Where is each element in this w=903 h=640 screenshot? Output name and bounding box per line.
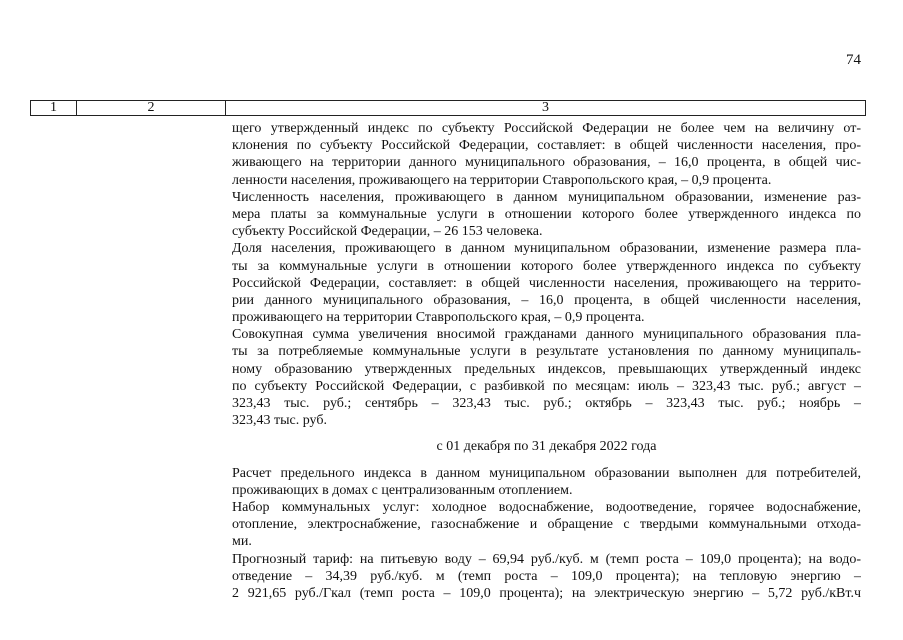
text-line: Набор коммунальных услуг: холодное водоснабжение, водоотведение, горячее водоснабжение,: [232, 499, 861, 515]
text-line: отопление, электроснабжение, газоснабжение и обращение с твердыми коммунальными отхода-: [232, 517, 861, 533]
text-line: Расчет предельного индекса в данном муниципальном образовании выполнен для потребителей,: [232, 465, 861, 481]
text-line: клонения по субъекту Российской Федерации, составляет: в общей численности населения, про-: [232, 138, 861, 154]
paragraph: [232, 120, 861, 189]
column-header-2: 2: [76, 100, 226, 116]
section-heading: [232, 438, 861, 455]
text-line: проживающих в домах с централизованным отоплением.: [232, 482, 573, 498]
text-line: 2 921,65 руб./Гкал (темп роста – 109,0 процента); на электрическую энергию – 5,72 руб./кВт.ч: [232, 585, 861, 601]
text-line: Прогнозный тариф: на питьевую воду – 69,94 руб./куб. м (темп роста – 109,0 процента); на водо-: [232, 551, 861, 567]
text-line: Доля населения, проживающего в данном муниципальном образовании, изменение размера пла-: [232, 241, 861, 257]
text-line: щего утвержденный индекс по субъекту Российской Федерации не более чем на величину от-: [232, 121, 861, 136]
text-line: ленности населения, проживающего на территории Ставропольского края, – 0,9 процента.: [232, 172, 772, 188]
paragraph: [232, 189, 861, 241]
heading-line: с 01 декабря по 31 декабря 2022 года: [436, 439, 657, 455]
text-line: живающего на территории данного муниципального образования, – 16,0 процента, в общей чис-: [232, 155, 861, 171]
text-line: ми.: [232, 534, 252, 550]
paragraph: [232, 326, 861, 429]
column-header-3: 3: [225, 100, 866, 116]
text-line: 323,43 тыс. руб.: [232, 413, 327, 429]
text-line: ты за потребляемые коммунальные услуги в результате установления по данному муниципаль-: [232, 344, 861, 360]
text-line: ты за коммунальные услуги в отношении которого более утвержденного индекса по субъекту: [232, 258, 861, 274]
paragraph: [232, 240, 861, 326]
text-line: мера платы за коммунальные услуги в отношении которого более утвержденного индекса по: [232, 206, 861, 222]
page-number: 74: [846, 52, 861, 68]
text-line: рии данного муниципального образования, – 16,0 процента, в общей численности населения,: [232, 292, 861, 308]
text-line: Численность населения, проживающего в данном муниципальном образовании, изменение раз-: [232, 189, 861, 205]
column-header-1: 1: [30, 100, 77, 116]
paragraph: [232, 551, 861, 603]
paragraph: [232, 465, 861, 499]
text-line: отведение – 34,39 руб./куб. м (темп роста – 109,0 процента); на тепловую энергию –: [232, 568, 861, 584]
text-line: 323,43 тыс. руб.; сентябрь – 323,43 тыс. руб.; октябрь – 323,43 тыс. руб.; ноябрь –: [232, 396, 861, 411]
text-line: проживающего на территории Ставропольского края, – 0,9 процента.: [232, 310, 645, 326]
text-line: субъекту Российской Федерации, – 26 153 человека.: [232, 224, 543, 240]
text-line: ному образованию утвержденных предельных индексов, превышающих утвержденный индекс: [232, 361, 861, 377]
document-body: [232, 120, 861, 602]
paragraph: [232, 499, 861, 551]
text-line: Совокупная сумма увеличения вносимой гражданами данного муниципального образования пла-: [232, 327, 861, 343]
text-line: Российской Федерации, составляет: в общей численности населения, проживающего на террито-: [232, 275, 861, 291]
text-line: по субъекту Российской Федерации, с разбивкой по месяцам: июль – 323,43 тыс. руб.; август –: [232, 378, 861, 394]
